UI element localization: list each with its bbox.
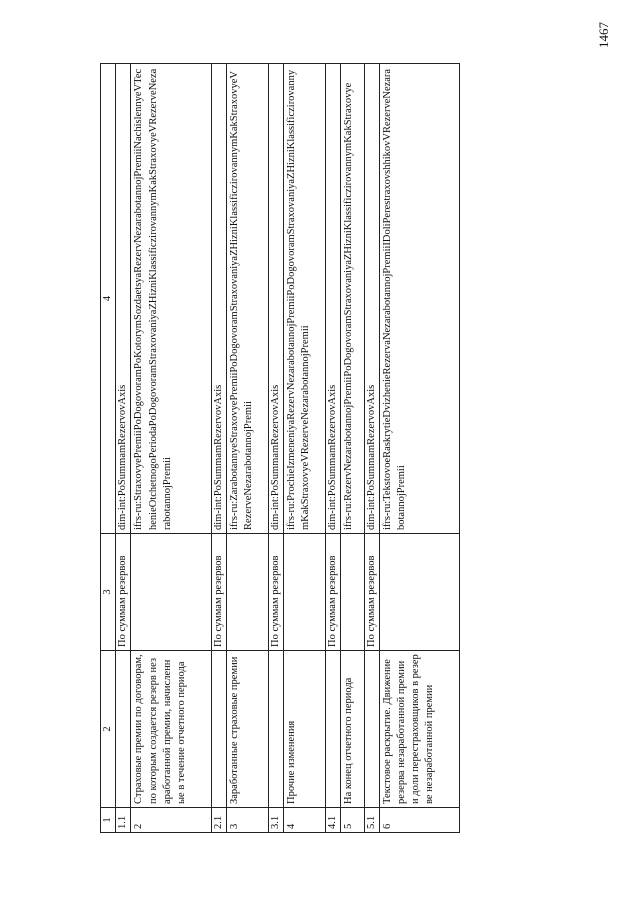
header-col-3: 3 <box>101 534 116 651</box>
table-body <box>116 64 460 833</box>
header-col-2: 2 <box>101 651 116 808</box>
table-cell-col-3 <box>226 534 268 651</box>
table-cell-col-2 <box>116 651 131 808</box>
table-cell-col-1: 3 <box>226 808 268 833</box>
table-cell-col-1: 5 <box>341 808 364 833</box>
header-col-4: 4 <box>101 64 116 534</box>
table-cell-col-2 <box>364 651 379 808</box>
table-cell-col-3: По суммам резервов <box>268 534 283 651</box>
table-cell-col-1: 5.1 <box>364 808 379 833</box>
table-cell-col-4: dim-int:PoSummamRezervovAxis <box>364 64 379 534</box>
table-cell-col-3 <box>341 534 364 651</box>
table-cell-col-4: ifrs-ru:ProchieIzmeneniyaRezervNezarabotannojPremiiPoDogovoramStraxovaniyaZHizniKlassificzirovannymKakStraxovyeVRezerveNezarabotannojPremii <box>284 64 326 534</box>
table-cell-col-1: 4.1 <box>326 808 341 833</box>
table-cell-col-4: dim-int:PoSummamRezervovAxis <box>116 64 131 534</box>
table-cell-col-1: 6 <box>379 808 459 833</box>
table-cell-col-1: 4 <box>284 808 326 833</box>
table-cell-col-2: Прочие изменения <box>284 651 326 808</box>
table-row <box>116 64 131 833</box>
table-row <box>364 64 379 833</box>
table-cell-col-1: 2.1 <box>211 808 226 833</box>
table-cell-col-2: Страховые премии по договорам, по которым создается резерв незаработанной премии, начисленные в течение отчетного периода <box>131 651 211 808</box>
rotated-table-container <box>100 63 460 833</box>
table-cell-col-4: dim-int:PoSummamRezervovAxis <box>326 64 341 534</box>
table-cell-col-2 <box>268 651 283 808</box>
table-cell-col-4: dim-int:PoSummamRezervovAxis <box>268 64 283 534</box>
table-cell-col-4: dim-int:PoSummamRezervovAxis <box>211 64 226 534</box>
table-cell-col-1: 2 <box>131 808 211 833</box>
page-number: 1467 <box>596 22 611 48</box>
table-cell-col-3: По суммам резервов <box>116 534 131 651</box>
table-row <box>268 64 283 833</box>
table-row <box>284 64 326 833</box>
table-cell-col-3 <box>131 534 211 651</box>
table-cell-col-2: Текстовое раскрытие. Движение резерва незаработанной премии и доли перестраховщиков в резерве незаработанной премии <box>379 651 459 808</box>
table-cell-col-1: 1.1 <box>116 808 131 833</box>
table-cell-col-2: Заработанные страховые премии <box>226 651 268 808</box>
table-cell-col-4: ifrs-ru:RezervNezarabotannojPremiiPoDogovoramStraxovaniyaZHizniKlassificzirovannymKakStraxovye <box>341 64 364 534</box>
table-row <box>226 64 268 833</box>
table-cell-col-2 <box>326 651 341 808</box>
table-row <box>211 64 226 833</box>
table-cell-col-3: По суммам резервов <box>211 534 226 651</box>
header-col-1: 1 <box>101 808 116 833</box>
table-cell-col-3: По суммам резервов <box>326 534 341 651</box>
table-cell-col-4: ifrs-ru:StraxovyePremiiPoDogovoramPoKotorymSozdaetsyaRezervNezarabotannojPremiiNachislennyeVTechenieOtchetnogoPeriodaPoDogovoramStraxovaniyaZHizniKlassificzirovannymKakStraxovyeVRezerveNezarabotannojPremii <box>131 64 211 534</box>
table-cell-col-3 <box>379 534 459 651</box>
table-row <box>326 64 341 833</box>
table-cell-col-4: ifrs-ru:TekstovoeRaskrytieDvizhenieRezervaNezarabotannojPremiiIDoliPerestraxovshhikovVRezerveNezarabotannojPremii <box>379 64 459 534</box>
table-row <box>379 64 459 833</box>
table-cell-col-3 <box>284 534 326 651</box>
table-cell-col-1: 3.1 <box>268 808 283 833</box>
table-cell-col-2 <box>211 651 226 808</box>
data-table <box>100 63 460 833</box>
table-row <box>131 64 211 833</box>
table-cell-col-3: По суммам резервов <box>364 534 379 651</box>
table-cell-col-2: На конец отчетного периода <box>341 651 364 808</box>
header-row <box>101 64 116 833</box>
table-row <box>341 64 364 833</box>
table-cell-col-4: ifrs-ru:ZarabotannyeStraxovyePremiiPoDogovoramStraxovaniyaZHizniKlassificzirovannymKakStraxovyeVRezerveNezarabotannojPremii <box>226 64 268 534</box>
